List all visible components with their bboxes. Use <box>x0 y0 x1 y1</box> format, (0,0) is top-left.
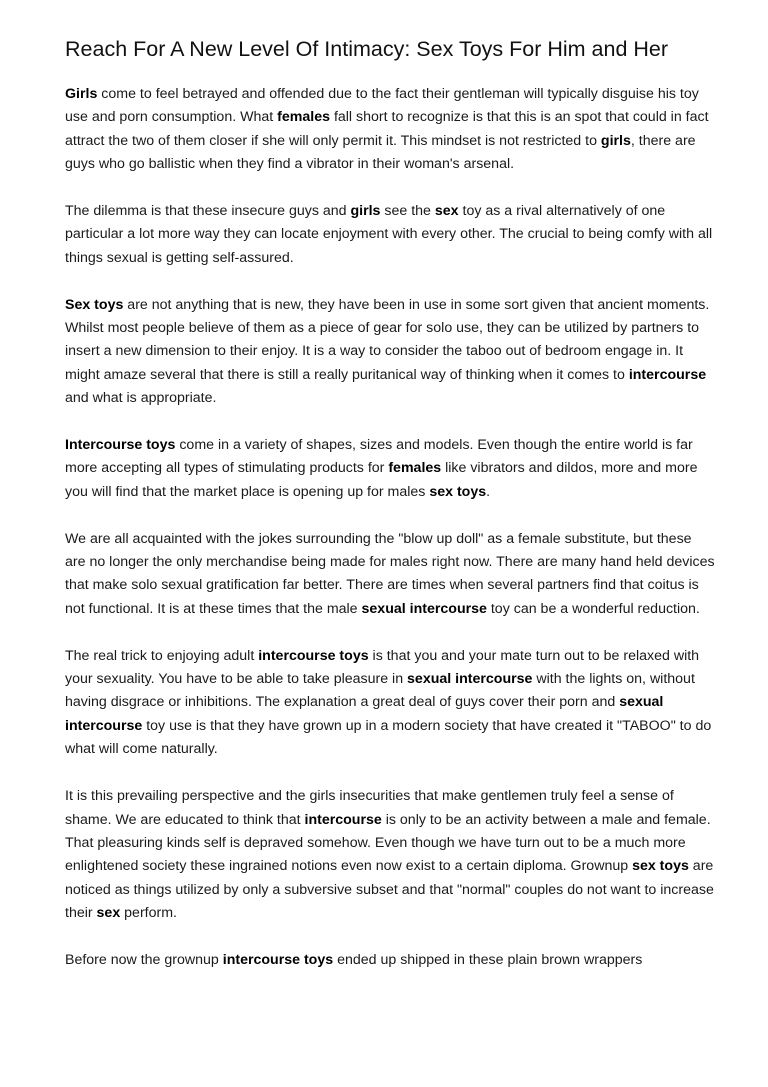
text-run: are noticed as things utilized by only a subversive subset and that "normal" couples do not want to increase their <box>65 858 714 922</box>
text-run: ended up shipped in these plain brown wrappers <box>333 951 643 968</box>
bold-keyword: Intercourse toys <box>65 437 176 454</box>
document-page <box>65 37 715 996</box>
bold-keyword: females <box>277 109 330 126</box>
text-run: . <box>486 483 491 500</box>
bold-keyword: females <box>388 460 442 477</box>
text-run: come to feel betrayed and offended due to the fact their gentleman will typically disguise his toy use and porn consumption. What <box>65 86 699 126</box>
page-title: Reach For A New Level Of Intimacy: Sex Toys For Him and Her <box>65 37 669 61</box>
bold-keyword: Sex toys <box>65 296 124 313</box>
bold-keyword: Girls <box>65 86 98 102</box>
paragraph <box>65 83 715 177</box>
text-run: with the lights on, without having disgrace or inhibitions. The explanation a great deal of guys cover their porn and <box>65 671 695 711</box>
bold-keyword: girls <box>600 132 631 149</box>
bold-keyword: sexual intercourse <box>65 694 664 734</box>
bold-keyword: sex <box>434 203 459 220</box>
text-run: are not anything that is new, they have been in use in some sort given that ancient moments. Whilst most people believe of them as a piece of gear for solo use, they can be utilized by partners to insert a new dimension to their enjoy. It is a way to consider the taboo out of bedroom engage in. It might amaze several that there is still a really puritanical way of thinking when it comes to <box>65 296 710 383</box>
text-run: toy can be a wonderful reduction. <box>486 600 700 617</box>
bold-keyword: sex <box>96 905 121 922</box>
bold-keyword: sexual intercourse <box>361 600 487 617</box>
text-run: toy as a rival alternatively of one particular a lot more way they can locate enjoyment with every other. The crucial to being comfy with all things sexual is getting self-assured. <box>65 203 713 266</box>
text-run: perform. <box>120 905 177 922</box>
paragraph <box>65 434 715 504</box>
paragraph <box>65 200 715 270</box>
text-run: come in a variety of shapes, sizes and models. Even though the entire world is far more accepting all types of stimulating products for <box>65 437 693 477</box>
bold-keyword: intercourse toys <box>258 647 369 664</box>
paragraph <box>65 949 715 972</box>
text-run: We are all acquainted with the jokes surrounding the "blow up doll" as a female substitute, but these are no longer the only merchandise being made for males right now. There are many hand held devices that make solo sexual gratification far better. There are times when several partners find that coitus is not functional. It is at these times that the male <box>65 530 715 617</box>
bold-keyword: sex toys <box>429 483 487 500</box>
text-run: and what is appropriate. <box>65 390 217 407</box>
text-run: fall short to recognize is that this is an spot that could in fact attract the two of them closer if she will only permit it. This mindset is not restricted to <box>65 109 709 149</box>
paragraph <box>65 528 715 622</box>
bold-keyword: intercourse <box>304 811 382 828</box>
bold-keyword: sexual intercourse <box>407 671 533 688</box>
paragraph <box>65 294 715 411</box>
paragraph <box>65 785 715 925</box>
text-run: like vibrators and dildos, more and more you will find that the market place is opening up for males <box>65 460 698 500</box>
bold-keyword: intercourse <box>628 366 707 383</box>
text-run: It is this prevailing perspective and the girls insecurities that make gentlemen truly feel a sense of shame. We are educated to think that <box>65 788 674 828</box>
text-run: is only to be an activity between a male and female. That pleasuring kinds self is depraved somehow. Even though we have turn out to be a much more enlightened society these ingrained notions even now exist to a certain diploma. Grownup <box>65 811 711 875</box>
text-run: toy use is that they have grown up in a modern society that have created it "TABOO" to do what will come naturally. <box>65 717 712 758</box>
text-run: see the <box>380 203 435 220</box>
text-run: The real trick to enjoying adult <box>65 647 259 664</box>
bold-keyword: sex toys <box>632 858 689 875</box>
text-run: , there are guys who go ballistic when they find a vibrator in their woman's arsenal. <box>65 132 696 173</box>
text-run: is that you and your mate turn out to be relaxed with your sexuality. You have to be able to take pleasure in <box>65 647 700 688</box>
text-run: Before now the grownup <box>65 951 223 968</box>
text-run: The dilemma is that these insecure guys and <box>65 203 351 220</box>
bold-keyword: girls <box>350 203 381 220</box>
bold-keyword: intercourse toys <box>222 951 334 968</box>
article-body <box>65 83 715 972</box>
paragraph <box>65 645 715 762</box>
